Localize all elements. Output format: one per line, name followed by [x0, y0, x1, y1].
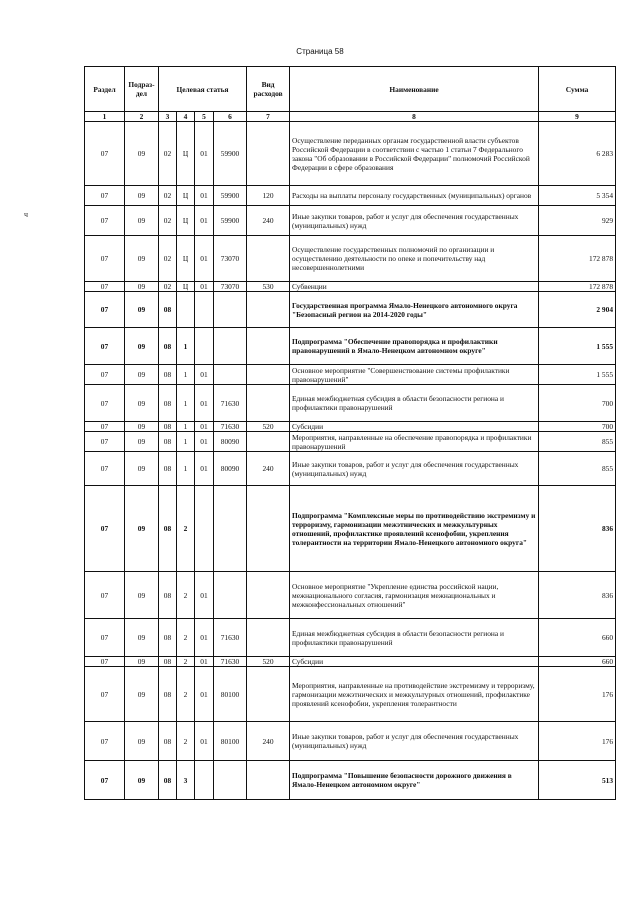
- podrazdel-cell: 09: [125, 122, 159, 186]
- direction-code-cell: [214, 328, 247, 365]
- expense-type-cell: [247, 365, 290, 385]
- program-code-cell: 08: [159, 452, 177, 486]
- expense-type-cell: 240: [247, 206, 290, 236]
- direction-code-cell: 73070: [214, 236, 247, 282]
- razdel-cell: 07: [85, 761, 125, 800]
- direction-code-cell: 80100: [214, 722, 247, 761]
- header-expense-type: Вид расходов: [247, 67, 290, 112]
- header-podrazdel: Подраз-дел: [125, 67, 159, 112]
- podrazdel-cell: 09: [125, 486, 159, 572]
- expense-type-cell: 520: [247, 422, 290, 432]
- program-code-cell: 02: [159, 236, 177, 282]
- table-row: [85, 572, 616, 619]
- podrazdel-cell: 09: [125, 452, 159, 486]
- table-row: [85, 667, 616, 722]
- program-code-cell: 08: [159, 432, 177, 452]
- budget-table: [84, 66, 616, 800]
- item-name-cell: Единая межбюджетная субсидия в области безопасности региона и профилактики правонарушений: [290, 385, 539, 422]
- podrazdel-cell: 09: [125, 385, 159, 422]
- activity-code-cell: [195, 328, 214, 365]
- item-name-cell: Субсидии: [290, 422, 539, 432]
- program-code-cell: 08: [159, 486, 177, 572]
- program-code-cell: 02: [159, 282, 177, 292]
- amount-cell: 172 878: [539, 282, 616, 292]
- table-body: [85, 122, 616, 800]
- expense-type-cell: [247, 572, 290, 619]
- column-number: 8: [290, 112, 539, 122]
- subprogram-code-cell: Ц: [177, 282, 195, 292]
- direction-code-cell: 71630: [214, 619, 247, 657]
- podrazdel-cell: 09: [125, 619, 159, 657]
- expense-type-cell: 530: [247, 282, 290, 292]
- amount-cell: 1 555: [539, 328, 616, 365]
- podrazdel-cell: 09: [125, 282, 159, 292]
- expense-type-cell: [247, 385, 290, 422]
- podrazdel-cell: 09: [125, 422, 159, 432]
- razdel-cell: 07: [85, 667, 125, 722]
- razdel-cell: 07: [85, 282, 125, 292]
- amount-cell: 172 878: [539, 236, 616, 282]
- subprogram-code-cell: 1: [177, 452, 195, 486]
- table-row: [85, 657, 616, 667]
- item-name-cell: Осуществление государственных полномочий по организации и осуществлению деятельности по опеке и попечительству над несовершеннолетними: [290, 236, 539, 282]
- table-row: [85, 761, 616, 800]
- item-name-cell: Государственная программа Ямало-Ненецкого автономного округа "Безопасный регион на 2014-2020 годы": [290, 292, 539, 328]
- margin-mark: ч: [24, 210, 29, 219]
- amount-cell: 855: [539, 432, 616, 452]
- expense-type-cell: 120: [247, 186, 290, 206]
- direction-code-cell: 59900: [214, 186, 247, 206]
- podrazdel-cell: 09: [125, 365, 159, 385]
- item-name-cell: Осуществление переданных органам государственной власти субъектов Российской Федерации в соответствии с частью 1 статьи 7 Федерального закона "Об образовании в Российской Федерации" полномочий Российской Федерации в сфере образования: [290, 122, 539, 186]
- subprogram-code-cell: 1: [177, 328, 195, 365]
- subprogram-code-cell: Ц: [177, 206, 195, 236]
- podrazdel-cell: 09: [125, 667, 159, 722]
- item-name-cell: Подпрограмма "Обеспечение правопорядка и профилактики правонарушений в Ямало-Ненецком автономном округе": [290, 328, 539, 365]
- subprogram-code-cell: 3: [177, 761, 195, 800]
- razdel-cell: 07: [85, 657, 125, 667]
- subprogram-code-cell: 1: [177, 432, 195, 452]
- program-code-cell: 08: [159, 657, 177, 667]
- table-row: [85, 292, 616, 328]
- razdel-cell: 07: [85, 292, 125, 328]
- amount-cell: 929: [539, 206, 616, 236]
- podrazdel-cell: 09: [125, 206, 159, 236]
- program-code-cell: 02: [159, 186, 177, 206]
- amount-cell: 660: [539, 657, 616, 667]
- razdel-cell: 07: [85, 328, 125, 365]
- amount-cell: 836: [539, 572, 616, 619]
- razdel-cell: 07: [85, 206, 125, 236]
- table-row: [85, 722, 616, 761]
- activity-code-cell: 01: [195, 365, 214, 385]
- header-name: Наименование: [290, 67, 539, 112]
- activity-code-cell: 01: [195, 722, 214, 761]
- expense-type-cell: [247, 236, 290, 282]
- amount-cell: 5 354: [539, 186, 616, 206]
- program-code-cell: 08: [159, 667, 177, 722]
- expense-type-cell: [247, 328, 290, 365]
- podrazdel-cell: 09: [125, 328, 159, 365]
- column-number: 2: [125, 112, 159, 122]
- activity-code-cell: 01: [195, 422, 214, 432]
- column-number: 6: [214, 112, 247, 122]
- razdel-cell: 07: [85, 422, 125, 432]
- podrazdel-cell: 09: [125, 657, 159, 667]
- table-row: [85, 122, 616, 186]
- amount-cell: 1 555: [539, 365, 616, 385]
- table-header-row: [85, 67, 616, 112]
- table-row: [85, 422, 616, 432]
- podrazdel-cell: 09: [125, 432, 159, 452]
- razdel-cell: 07: [85, 122, 125, 186]
- razdel-cell: 07: [85, 365, 125, 385]
- table-row: [85, 432, 616, 452]
- program-code-cell: 08: [159, 385, 177, 422]
- direction-code-cell: 80090: [214, 432, 247, 452]
- activity-code-cell: 01: [195, 122, 214, 186]
- program-code-cell: 08: [159, 365, 177, 385]
- podrazdel-cell: 09: [125, 572, 159, 619]
- amount-cell: 176: [539, 667, 616, 722]
- direction-code-cell: 73070: [214, 282, 247, 292]
- direction-code-cell: 59900: [214, 122, 247, 186]
- razdel-cell: 07: [85, 722, 125, 761]
- activity-code-cell: 01: [195, 186, 214, 206]
- table-row: [85, 619, 616, 657]
- program-code-cell: 08: [159, 422, 177, 432]
- table-row: [85, 365, 616, 385]
- table-row: [85, 328, 616, 365]
- podrazdel-cell: 09: [125, 236, 159, 282]
- podrazdel-cell: 09: [125, 761, 159, 800]
- expense-type-cell: 520: [247, 657, 290, 667]
- item-name-cell: Расходы на выплаты персоналу государственных (муниципальных) органов: [290, 186, 539, 206]
- header-sum: Сумма: [539, 67, 616, 112]
- amount-cell: 513: [539, 761, 616, 800]
- item-name-cell: Иные закупки товаров, работ и услуг для обеспечения государственных (муниципальных) нужд: [290, 206, 539, 236]
- program-code-cell: 08: [159, 572, 177, 619]
- direction-code-cell: [214, 486, 247, 572]
- direction-code-cell: [214, 365, 247, 385]
- column-number: 5: [195, 112, 214, 122]
- amount-cell: 176: [539, 722, 616, 761]
- razdel-cell: 07: [85, 385, 125, 422]
- activity-code-cell: 01: [195, 385, 214, 422]
- item-name-cell: Подпрограмма "Повышение безопасности дорожного движения в Ямало-Ненецком автономном округе": [290, 761, 539, 800]
- subprogram-code-cell: 2: [177, 657, 195, 667]
- expense-type-cell: [247, 619, 290, 657]
- podrazdel-cell: 09: [125, 722, 159, 761]
- razdel-cell: 07: [85, 236, 125, 282]
- subprogram-code-cell: 2: [177, 619, 195, 657]
- expense-type-cell: 240: [247, 722, 290, 761]
- table-row: [85, 452, 616, 486]
- razdel-cell: 07: [85, 619, 125, 657]
- table-row: [85, 236, 616, 282]
- item-name-cell: Иные закупки товаров, работ и услуг для обеспечения государственных (муниципальных) нужд: [290, 452, 539, 486]
- direction-code-cell: 71630: [214, 422, 247, 432]
- item-name-cell: Основное мероприятие "Укрепление единства российской нации, межнационального согласия, гармонизация межнациональных и межконфессиональных отношений": [290, 572, 539, 619]
- direction-code-cell: [214, 292, 247, 328]
- column-number: 9: [539, 112, 616, 122]
- direction-code-cell: 71630: [214, 657, 247, 667]
- razdel-cell: 07: [85, 572, 125, 619]
- razdel-cell: 07: [85, 486, 125, 572]
- amount-cell: 855: [539, 452, 616, 486]
- amount-cell: 2 904: [539, 292, 616, 328]
- subprogram-code-cell: Ц: [177, 186, 195, 206]
- direction-code-cell: 71630: [214, 385, 247, 422]
- table-row: [85, 385, 616, 422]
- subprogram-code-cell: 2: [177, 486, 195, 572]
- item-name-cell: Основное мероприятие "Совершенствование системы профилактики правонарушений": [290, 365, 539, 385]
- program-code-cell: 08: [159, 292, 177, 328]
- amount-cell: 700: [539, 385, 616, 422]
- expense-type-cell: [247, 761, 290, 800]
- subprogram-code-cell: Ц: [177, 122, 195, 186]
- subprogram-code-cell: Ц: [177, 236, 195, 282]
- program-code-cell: 02: [159, 122, 177, 186]
- item-name-cell: Единая межбюджетная субсидия в области безопасности региона и профилактики правонарушений: [290, 619, 539, 657]
- activity-code-cell: [195, 761, 214, 800]
- table-row: [85, 186, 616, 206]
- amount-cell: 6 283: [539, 122, 616, 186]
- table-row: [85, 282, 616, 292]
- subprogram-code-cell: 2: [177, 667, 195, 722]
- item-name-cell: Субвенции: [290, 282, 539, 292]
- amount-cell: 660: [539, 619, 616, 657]
- item-name-cell: Мероприятия, направленные на обеспечение правопорядка и профилактики правонарушений: [290, 432, 539, 452]
- program-code-cell: 02: [159, 206, 177, 236]
- razdel-cell: 07: [85, 432, 125, 452]
- expense-type-cell: [247, 432, 290, 452]
- subprogram-code-cell: 1: [177, 422, 195, 432]
- column-number: 1: [85, 112, 125, 122]
- razdel-cell: 07: [85, 452, 125, 486]
- column-number: 4: [177, 112, 195, 122]
- activity-code-cell: 01: [195, 452, 214, 486]
- program-code-cell: 08: [159, 722, 177, 761]
- subprogram-code-cell: [177, 292, 195, 328]
- column-numbers-row: [85, 112, 616, 122]
- subprogram-code-cell: 2: [177, 572, 195, 619]
- item-name-cell: Субсидии: [290, 657, 539, 667]
- podrazdel-cell: 09: [125, 186, 159, 206]
- page-title: Страница 58: [296, 47, 344, 56]
- activity-code-cell: 01: [195, 206, 214, 236]
- amount-cell: 700: [539, 422, 616, 432]
- direction-code-cell: 80100: [214, 667, 247, 722]
- column-number: 7: [247, 112, 290, 122]
- amount-cell: 836: [539, 486, 616, 572]
- activity-code-cell: [195, 292, 214, 328]
- activity-code-cell: 01: [195, 282, 214, 292]
- activity-code-cell: 01: [195, 572, 214, 619]
- activity-code-cell: 01: [195, 619, 214, 657]
- subprogram-code-cell: 1: [177, 385, 195, 422]
- expense-type-cell: [247, 292, 290, 328]
- activity-code-cell: 01: [195, 432, 214, 452]
- expense-type-cell: [247, 122, 290, 186]
- direction-code-cell: [214, 572, 247, 619]
- expense-type-cell: [247, 486, 290, 572]
- subprogram-code-cell: 2: [177, 722, 195, 761]
- table-row: [85, 486, 616, 572]
- table-row: [85, 206, 616, 236]
- subprogram-code-cell: 1: [177, 365, 195, 385]
- podrazdel-cell: 09: [125, 292, 159, 328]
- item-name-cell: Мероприятия, направленные на противодействие экстремизму и терроризму, гармонизации межэтнических и межкультурных отношений, профилактике проявлений ксенофобии, укрепления толерантности: [290, 667, 539, 722]
- razdel-cell: 07: [85, 186, 125, 206]
- activity-code-cell: [195, 486, 214, 572]
- expense-type-cell: [247, 667, 290, 722]
- header-target-article: Целевая статья: [159, 67, 247, 112]
- column-number: 3: [159, 112, 177, 122]
- activity-code-cell: 01: [195, 236, 214, 282]
- direction-code-cell: [214, 761, 247, 800]
- activity-code-cell: 01: [195, 657, 214, 667]
- item-name-cell: Иные закупки товаров, работ и услуг для обеспечения государственных (муниципальных) нужд: [290, 722, 539, 761]
- program-code-cell: 08: [159, 761, 177, 800]
- program-code-cell: 08: [159, 619, 177, 657]
- expense-type-cell: 240: [247, 452, 290, 486]
- program-code-cell: 08: [159, 328, 177, 365]
- direction-code-cell: 80090: [214, 452, 247, 486]
- item-name-cell: Подпрограмма "Комплексные меры по противодействию экстремизму и терроризму, гармонизации межэтнических и межкультурных отношений, профилактике проявлений ксенофобии, укрепления толерантности на территории Ямало-Ненецкого автономного округа": [290, 486, 539, 572]
- activity-code-cell: 01: [195, 667, 214, 722]
- direction-code-cell: 59900: [214, 206, 247, 236]
- header-razdel: Раздел: [85, 67, 125, 112]
